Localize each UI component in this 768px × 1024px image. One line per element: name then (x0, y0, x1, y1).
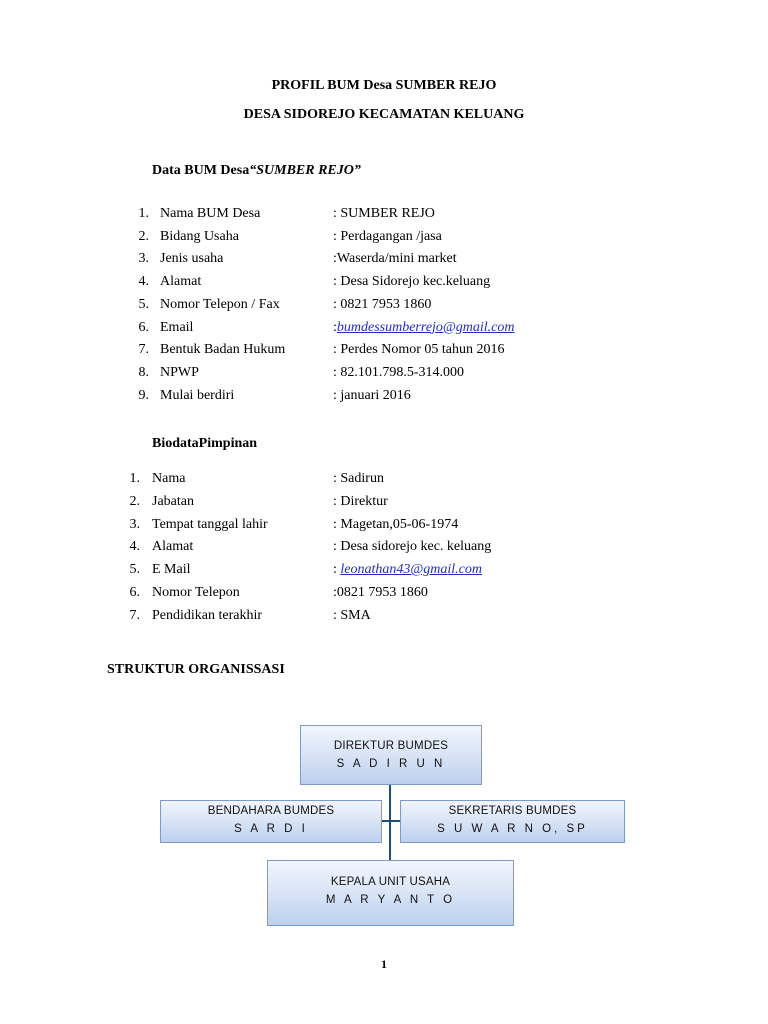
item-number: 3. (129, 516, 140, 532)
item-label: Bidang Usaha (160, 228, 239, 244)
item-label: Jabatan (152, 493, 194, 509)
item-label: Alamat (152, 539, 194, 555)
item-label: Mulai berdiri (160, 387, 235, 403)
item-number: 5. (129, 562, 140, 578)
item-label: Nama BUM Desa (160, 206, 261, 221)
value-prefix: : (333, 319, 337, 335)
item-number: 4. (129, 539, 140, 555)
item-value: : SUMBER REJO (333, 206, 435, 221)
director-role: DIREKTUR BUMDES (333, 740, 449, 752)
item-value: : 0821 7953 1860 (333, 296, 432, 312)
item-number: 8. (138, 364, 149, 380)
item-number: 1. (138, 206, 149, 221)
unit-head-box (267, 860, 514, 926)
item-number: 5. (138, 296, 149, 312)
item-number: 7. (138, 342, 149, 358)
document-subtitle: DESA SIDOREJO KECAMATAN KELUANG (243, 107, 525, 122)
item-number: 1. (129, 471, 140, 486)
item-value: : Sadirun (333, 471, 384, 486)
item-label: Pendidikan terakhir (152, 607, 263, 623)
value-prefix: : (333, 562, 341, 578)
item-value: : Desa Sidorejo kec.keluang (333, 274, 491, 290)
data-heading-name: “SUMBER REJO” (249, 163, 361, 178)
item-label: Nomor Telepon / Fax (160, 296, 280, 312)
structure-heading: STRUKTUR ORGANISSASI (107, 662, 285, 677)
item-number: 2. (129, 493, 140, 509)
item-value: : Perdagangan /jasa (333, 228, 442, 244)
treasurer-box (160, 800, 382, 843)
unit-head-name: M A R Y A N T O (325, 894, 456, 906)
item-number: 3. (138, 251, 149, 267)
item-label: NPWP (160, 364, 199, 380)
item-number: 6. (129, 585, 140, 600)
page-number: 1 (381, 957, 387, 971)
item-label: Email (160, 319, 194, 335)
director-name: S A D I R U N (336, 758, 446, 770)
item-value: : 82.101.798.5-314.000 (333, 364, 465, 380)
email-link[interactable]: bumdessumberrejo@gmail.com (336, 319, 515, 335)
biodata-heading: BiodataPimpinan (152, 436, 258, 451)
item-label: Alamat (160, 274, 202, 290)
item-number: 9. (138, 387, 149, 403)
item-label: Nomor Telepon (152, 585, 240, 600)
unit-head-role: KEPALA UNIT USAHA (330, 876, 451, 888)
treasurer-name: S A R D I (234, 823, 308, 835)
item-value: :0821 7953 1860 (333, 585, 428, 600)
item-number: 4. (138, 274, 149, 290)
item-value: :Waserda/mini market (333, 251, 457, 267)
data-section-heading (152, 163, 361, 179)
item-label: Tempat tanggal lahir (152, 516, 268, 532)
director-box (300, 725, 482, 785)
item-value: : januari 2016 (333, 387, 411, 403)
item-label: Bentuk Badan Hukum (160, 342, 286, 358)
item-value-email (333, 320, 515, 336)
item-label: Nama (152, 471, 186, 486)
secretary-name: S U W A R N O, SP (437, 823, 588, 835)
item-number: 2. (138, 228, 149, 244)
item-value: : Desa sidorejo kec. keluang (333, 539, 492, 555)
secretary-role: SEKRETARIS BUMDES (448, 805, 577, 817)
data-heading-prefix: Data BUM Desa (152, 163, 250, 178)
connector-vertical (389, 785, 391, 860)
email-link[interactable]: leonathan43@gmail.com (340, 562, 482, 578)
document-title: PROFIL BUM Desa SUMBER REJO (271, 78, 497, 93)
secretary-box (400, 800, 625, 843)
treasurer-role: BENDAHARA BUMDES (207, 805, 335, 817)
item-label: Jenis usaha (160, 251, 224, 267)
item-value: : Magetan,05-06-1974 (333, 516, 459, 532)
item-label: E Mail (152, 562, 191, 578)
item-value: : SMA (333, 607, 371, 623)
item-number: 7. (129, 607, 140, 623)
item-value: : Perdes Nomor 05 tahun 2016 (333, 342, 505, 358)
item-value-email (333, 562, 482, 578)
item-value: : Direktur (333, 493, 388, 509)
item-number: 6. (138, 319, 149, 335)
